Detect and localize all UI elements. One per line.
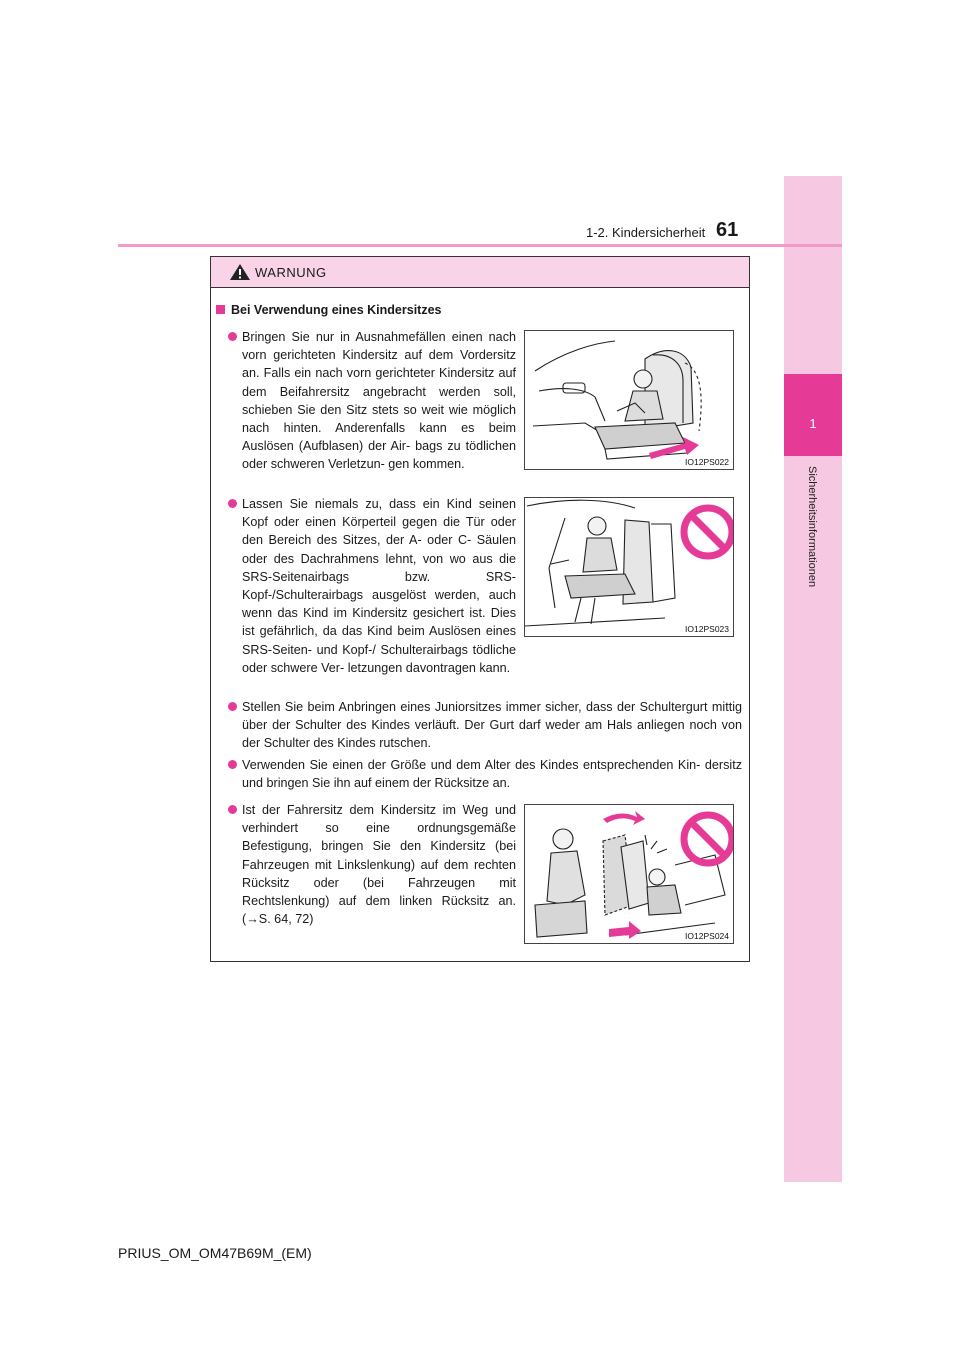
chapter-number: 1 [809, 416, 817, 431]
warning-title: WARNUNG [255, 265, 327, 280]
bullet-text: Lassen Sie niemals zu, dass ein Kind seinen Kopf oder einen Körperteil gegen die Tür oder den Bereich des Sitzes, der A- oder C- Säulen oder des Dachrahmens lehnt, von wo aus die SRS-Seitenairbags bzw. SRS- Kopf-/Schulterairbags ausgelöst werden, auch wenn das Kind im Kindersitz gesichert ist. Dies ist gefährlich, da das Kind beim Auslösen eines SRS-Seiten- und Kopf-/ Schulterairbags tödliche oder schwere Ver- letzungen davontragen kann. [242, 497, 516, 675]
header-rule [118, 244, 842, 247]
warning-bullet [242, 328, 516, 474]
bullet-text: Verwenden Sie einen der Größe und dem Alter des Kindes entsprechenden Kin- dersitz und bringen Sie ihn auf einem der Rücksitze an. [242, 758, 742, 791]
chapter-side-band [784, 176, 842, 1182]
warning-triangle-icon [229, 263, 251, 281]
bullet-text: Stellen Sie beim Anbringen eines Juniorsitzes immer sicher, dass der Schultergurt mittig über der Schulter des Kindes verläuft. Der Gurt darf weder am Hals anliegen noch von der Schulter des Kindes rutschen. [242, 700, 742, 751]
figure-code: IO12PS022 [685, 457, 729, 467]
bullet-text: Bringen Sie nur in Ausnahmefällen einen nach vorn gerichteten Kindersitz auf dem Vordersitz an. Falls ein nach vorn gerichteter Kindersitz auf dem Beifahrersitz angebracht werden soll, schieben Sie den Sitz stets so weit wie möglich nach hinten. Anderenfalls kann es beim Auslösen (Aufblasen) der Air- bags zu tödlichen oder schweren Verletzun- gen kommen. [242, 330, 516, 472]
figure-forward-facing-seat [524, 330, 734, 470]
forward-facing-seat-illustration-icon [525, 331, 733, 469]
bullet-dot-icon [228, 760, 237, 769]
bullet-text: Ist der Fahrersitz dem Kindersitz im Weg und verhindert so eine ordnungsgemäße Befestigung, bringen Sie den Kindersitz (bei Fahrzeugen mit Linkslenkung) auf dem rechten Rücksitz oder (bei Fahrzeugen mit Rechtslenkung) auf dem linken Rücksitz an. (→S. 64, 72) [242, 803, 516, 927]
subheading-text: Bei Verwendung eines Kindersitzes [231, 303, 442, 317]
document-id: PRIUS_OM_OM47B69M_(EM) [118, 1245, 312, 1261]
figure-code: IO12PS024 [685, 931, 729, 941]
page-number: 61 [716, 219, 739, 241]
child-leaning-prohibited-illustration-icon [525, 498, 733, 636]
section-title: 1-2. Kindersicherheit [586, 225, 706, 240]
bullet-dot-icon [228, 805, 237, 814]
warning-subheading [216, 303, 441, 317]
bullet-dot-icon [228, 499, 237, 508]
bullet-dot-icon [228, 702, 237, 711]
warning-bullet [242, 698, 742, 753]
chapter-title-text: Sicherheitsinformationen [806, 466, 818, 588]
warning-bullet [242, 495, 516, 677]
square-bullet-icon [216, 305, 225, 314]
warning-header [211, 257, 749, 288]
chapter-title [783, 466, 841, 626]
figure-driver-seat-interference [524, 804, 734, 944]
warning-bullet [242, 756, 742, 792]
bullet-dot-icon [228, 332, 237, 341]
warning-bullet [242, 801, 516, 928]
chapter-tab [784, 374, 842, 456]
figure-child-leaning [524, 497, 734, 637]
figure-code: IO12PS023 [685, 624, 729, 634]
driver-seat-interference-prohibited-illustration-icon [525, 805, 733, 943]
